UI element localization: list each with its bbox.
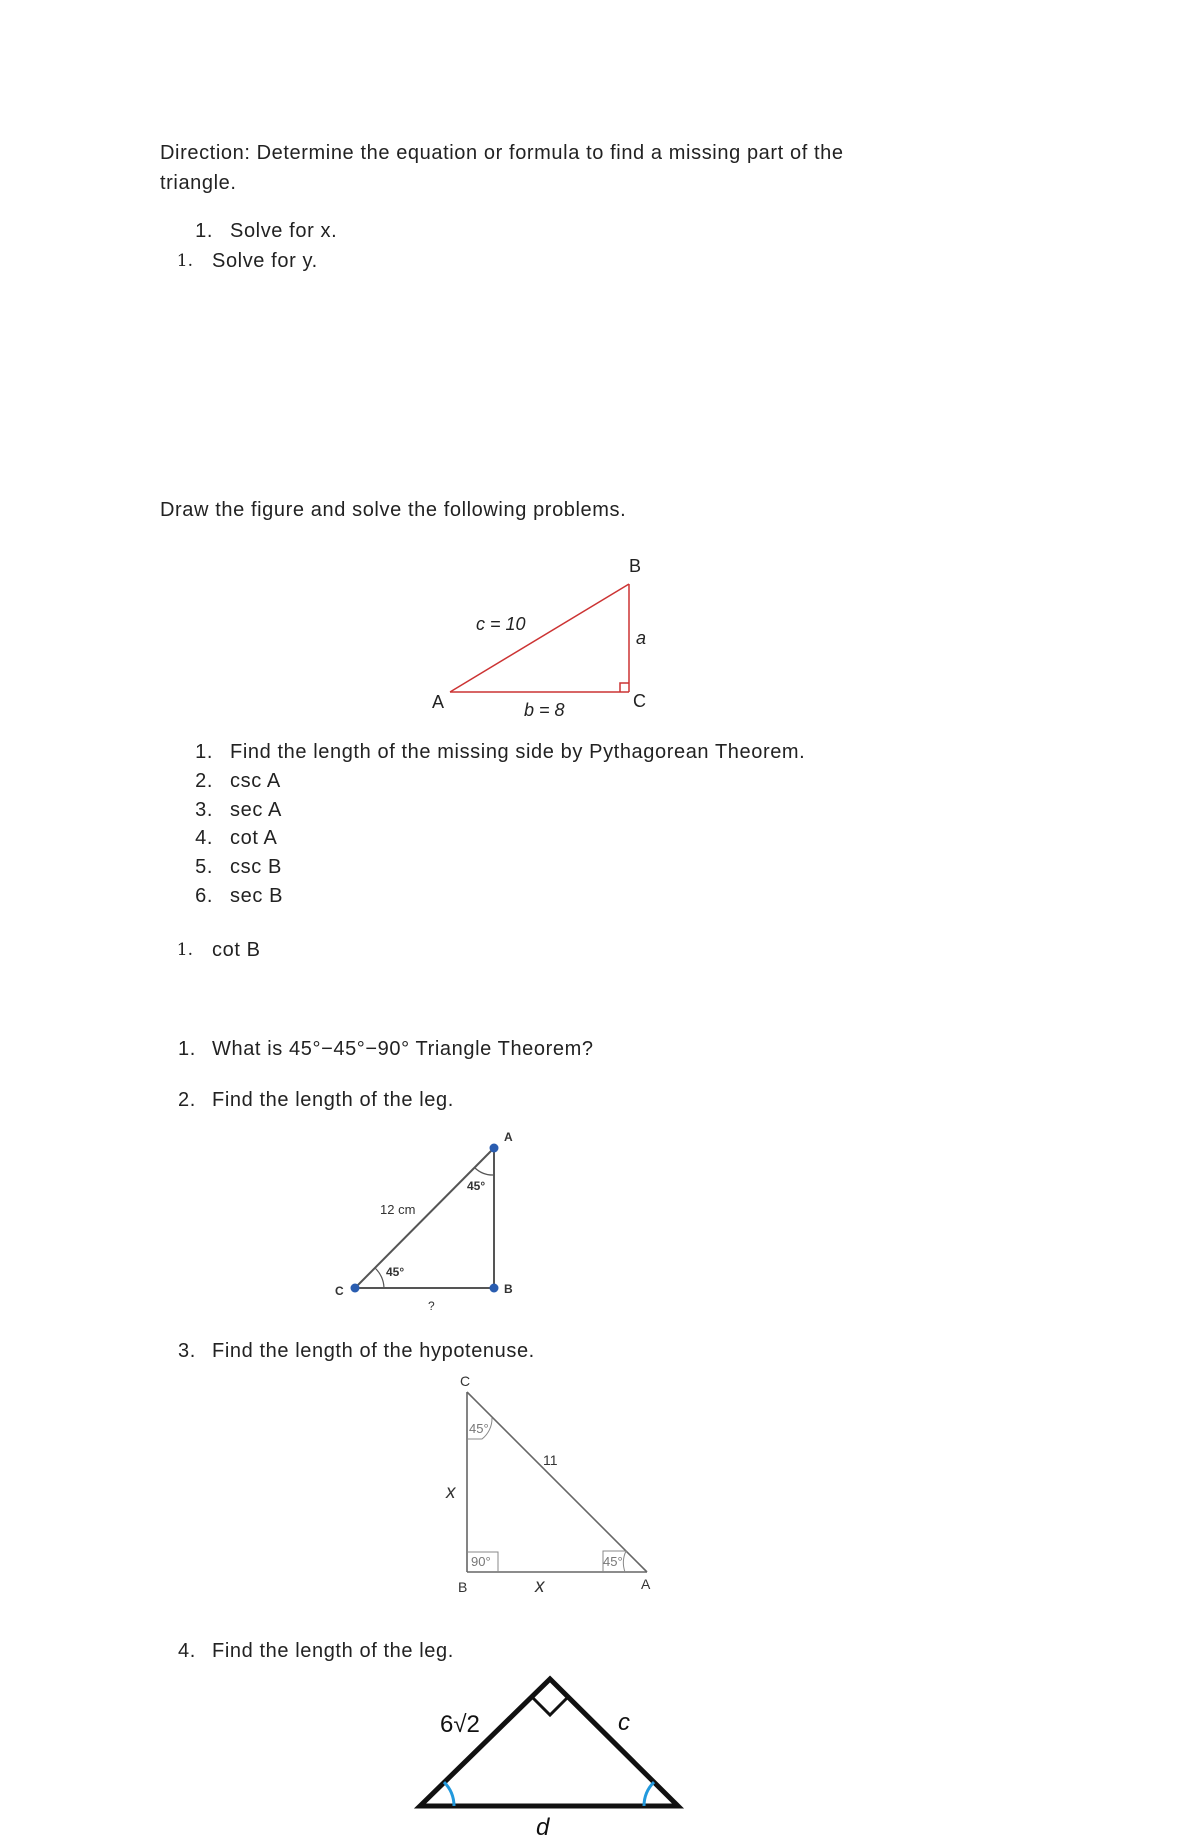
unknown-leg-label: ? bbox=[428, 1299, 435, 1313]
hypotenuse-label: 11 bbox=[543, 1452, 558, 1468]
list-item: sec B bbox=[230, 885, 284, 907]
list-item-number: 3. bbox=[195, 799, 213, 821]
list-item-number: 1. bbox=[195, 220, 213, 242]
list-item: Find the length of the missing side by Pythagorean Theorem. bbox=[230, 741, 806, 763]
list-item: Find the length of the hypotenuse. bbox=[212, 1340, 535, 1362]
list-item: Solve for x. bbox=[230, 220, 338, 242]
list-item-number: 1. bbox=[176, 940, 193, 960]
direction-line-1: Direction: Determine the equation or formula to find a missing part of the bbox=[160, 142, 844, 164]
side-a-label: a bbox=[636, 628, 647, 648]
list-item-number: 1. bbox=[176, 251, 193, 271]
list-item-number: 2. bbox=[178, 1089, 196, 1111]
list-item: sec A bbox=[230, 799, 282, 821]
angle-label-b: 90° bbox=[471, 1554, 491, 1569]
leg-right-label: c bbox=[618, 1709, 630, 1736]
leg-bottom-label: x bbox=[535, 1576, 545, 1597]
hypotenuse-label: 12 cm bbox=[380, 1202, 416, 1217]
list-item: Find the length of the leg. bbox=[212, 1089, 454, 1111]
leg-left-label: 6√2 bbox=[440, 1711, 480, 1738]
vertex-label-c: C bbox=[633, 691, 646, 711]
list-item-number: 5. bbox=[195, 856, 213, 878]
list-item: cot A bbox=[230, 827, 278, 849]
list-item: cot B bbox=[212, 939, 261, 961]
angle-label-c: 45° bbox=[469, 1421, 489, 1436]
vertex-label-c: C bbox=[460, 1373, 471, 1389]
angle-label-a: 45° bbox=[603, 1554, 623, 1569]
list-item: Find the length of the leg. bbox=[212, 1640, 454, 1662]
hypotenuse-label: c = 10 bbox=[476, 614, 526, 634]
list-item-number: 6. bbox=[195, 885, 213, 907]
list-item-number: 3. bbox=[178, 1340, 196, 1362]
base-label: d bbox=[536, 1814, 550, 1835]
vertex-label-a: A bbox=[641, 1576, 651, 1592]
vertex-label-b: B bbox=[629, 556, 642, 576]
side-b-label: b = 8 bbox=[524, 700, 565, 720]
list-item-number: 1. bbox=[195, 741, 213, 763]
list-item-number: 4. bbox=[195, 827, 213, 849]
leg-left-label: x bbox=[446, 1482, 456, 1503]
list-item-number: 1. bbox=[178, 1038, 196, 1060]
list-item-number: 2. bbox=[195, 770, 213, 792]
vertex-label-c: C bbox=[335, 1284, 344, 1298]
list-item: csc A bbox=[230, 770, 281, 792]
direction-line-2: triangle. bbox=[160, 172, 237, 194]
vertex-label-a: A bbox=[504, 1130, 513, 1144]
draw-heading: Draw the figure and solve the following problems. bbox=[160, 499, 627, 521]
vertex-label-b: B bbox=[458, 1579, 468, 1595]
list-item: What is 45°−45°−90° Triangle Theorem? bbox=[212, 1038, 594, 1060]
angle-label-c: 45° bbox=[386, 1265, 405, 1279]
vertex-label-a: A bbox=[432, 692, 445, 712]
list-item-number: 4. bbox=[178, 1640, 196, 1662]
vertex-label-b: B bbox=[504, 1282, 513, 1296]
angle-label-a: 45° bbox=[467, 1179, 486, 1193]
list-item: Solve for y. bbox=[212, 250, 318, 272]
list-item: csc B bbox=[230, 856, 282, 878]
